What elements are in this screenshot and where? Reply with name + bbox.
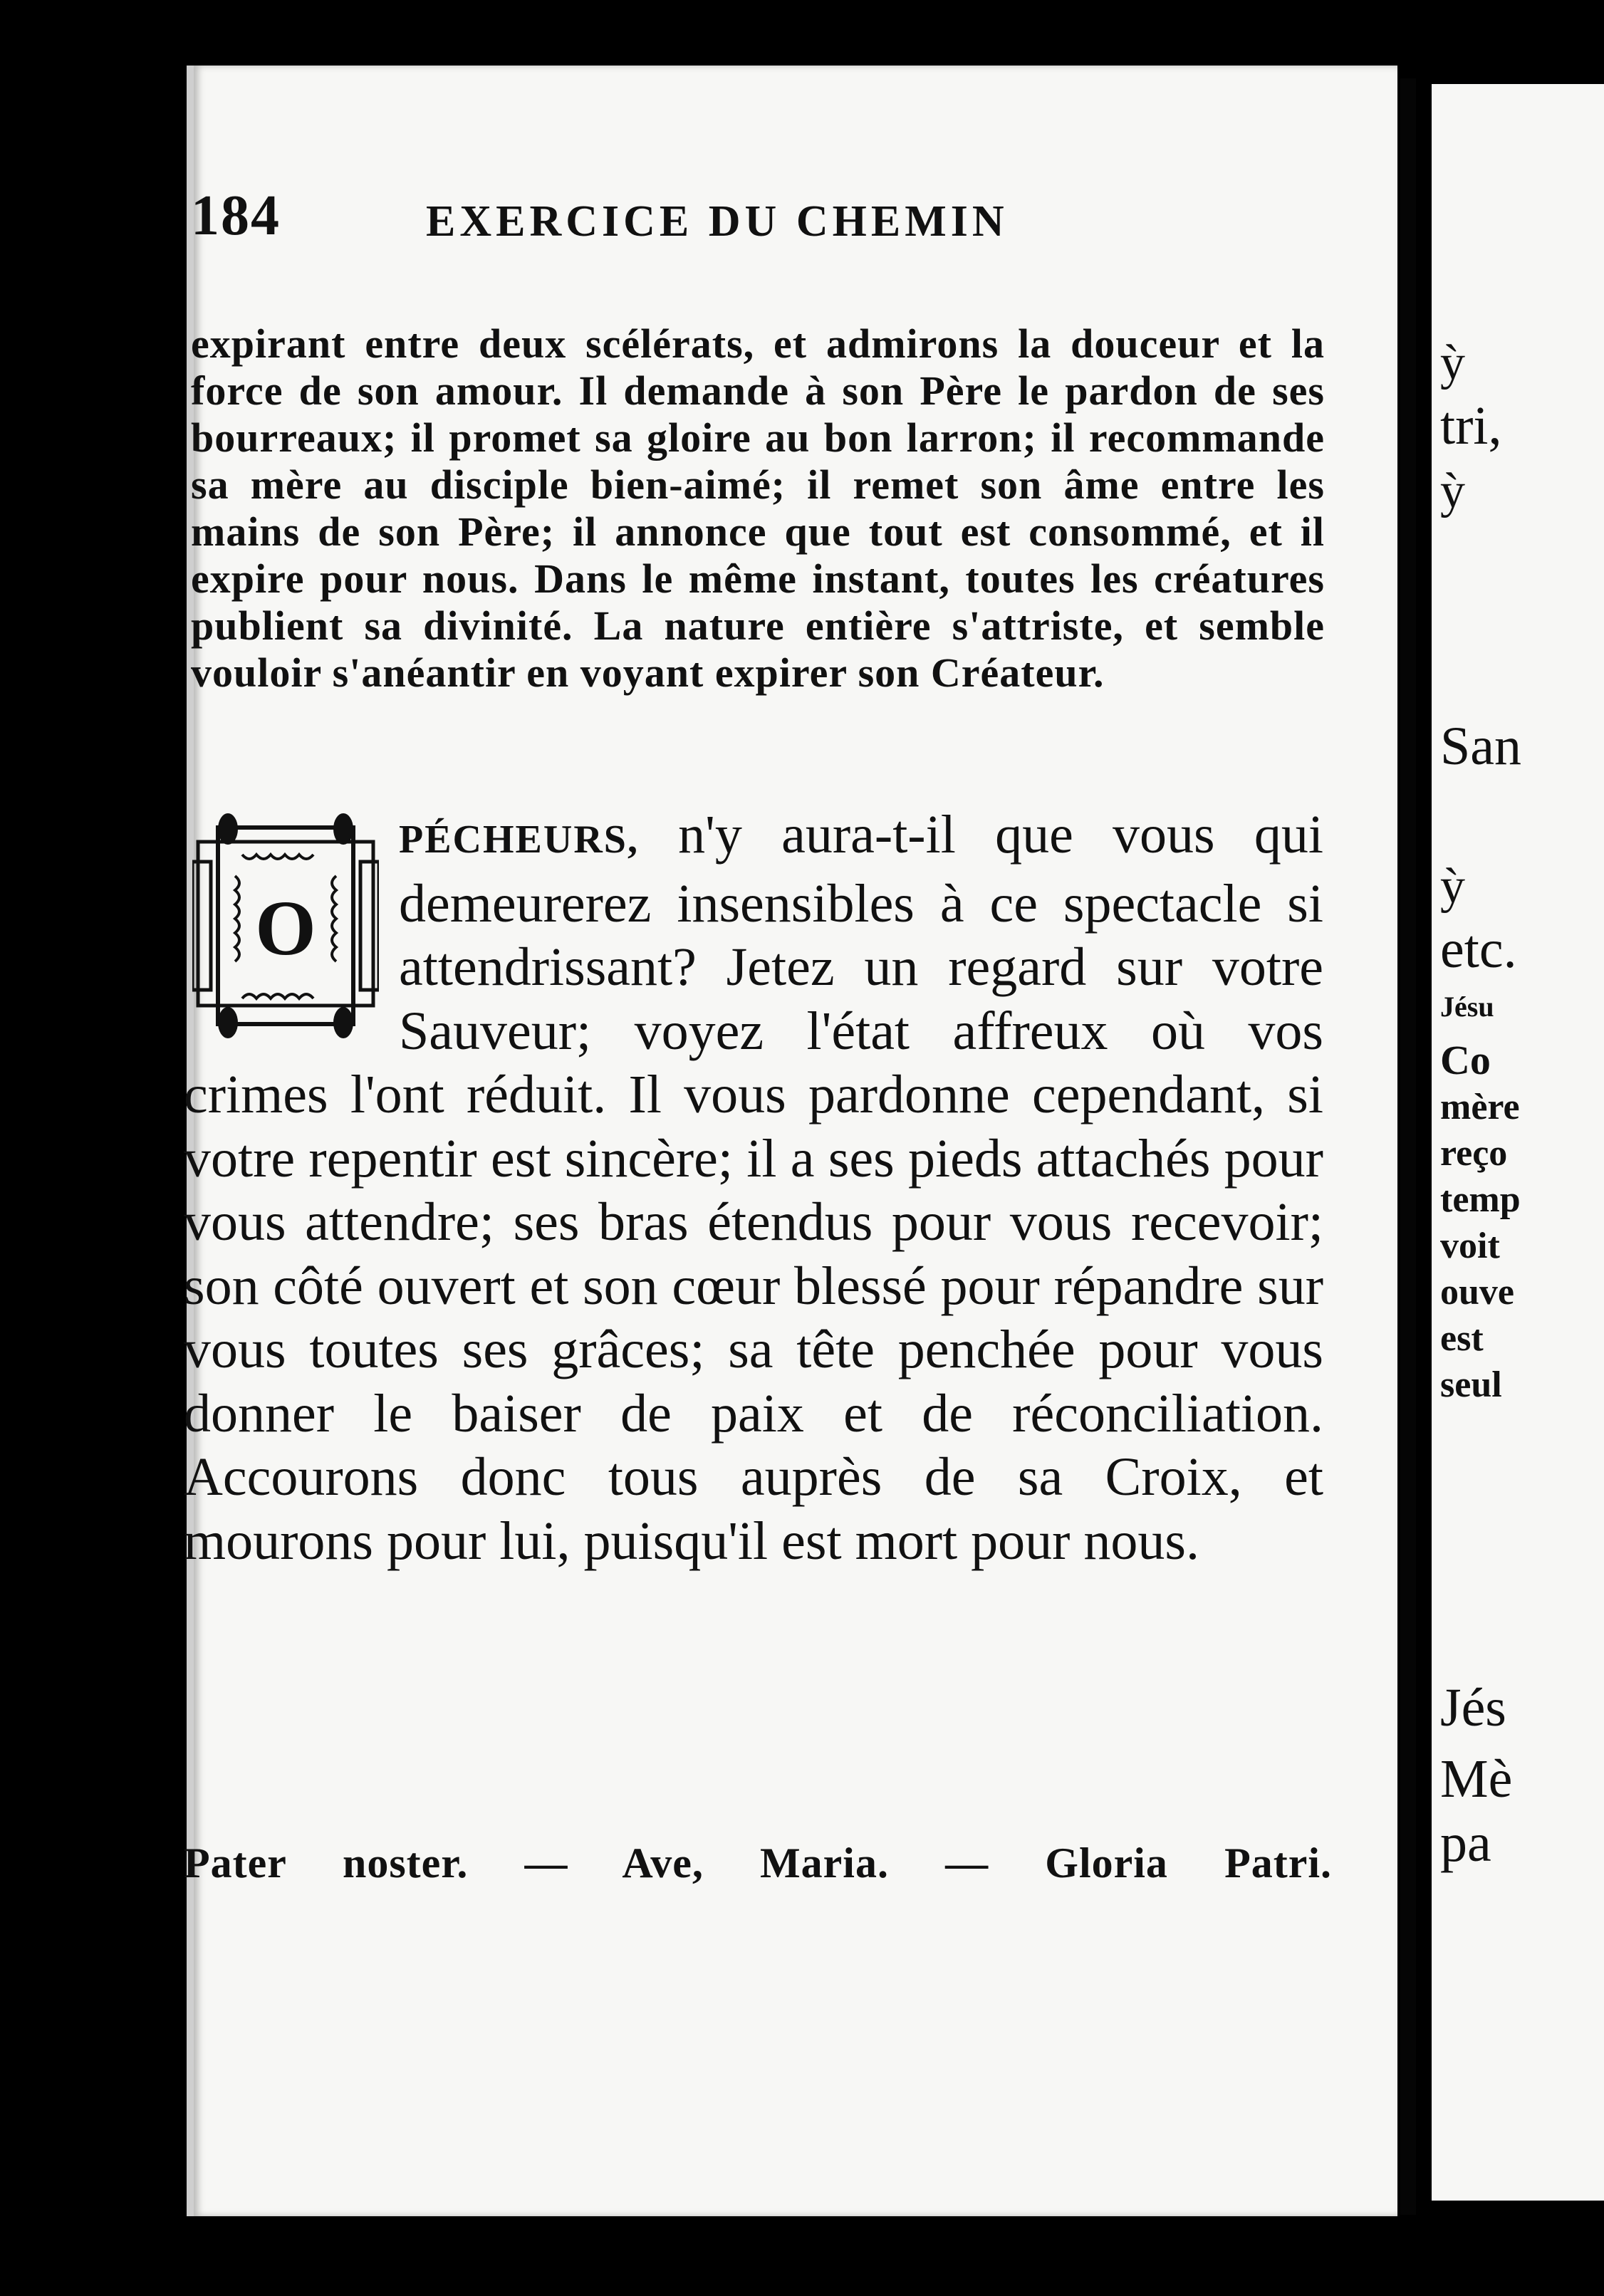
- facing-page-fragment: reço: [1440, 1133, 1508, 1174]
- paragraph-2-text: n'y aura-t-il que vous qui demeurerez insensibles à ce spectacle si attendrissant? Jetez un regard sur votre Sauveur; voyez l'état affreux où vos crimes l'ont réduit. Il vous pardonne cependant, si votre repentir est sincère; il a ses pieds attachés pour vous attendre; ses bras étendus pour vous recevoir; son côté ouvert et son cœur blessé pour répandre sur vous toutes ses grâces; sa tête penchée pour vous donner le baiser de paix et de réconciliation. Accourons donc tous auprès de sa Croix, et mourons pour lui, puisqu'il est mort pour nous.: [184, 805, 1323, 1571]
- facing-page-fragment: voit: [1440, 1226, 1500, 1266]
- facing-page-fragment: Jésu: [1440, 991, 1494, 1023]
- facing-page-fragment: pa: [1440, 1813, 1491, 1873]
- paragraph-1: expirant entre deux scélérats, et admirons la douceur et la force de son amour. Il demande à son Père le pardon de ses bourreaux; il promet sa gloire au bon larron; il recommande sa mère au disciple bien-aimé; il remet son âme entre les mains de son Père; il annonce que tout est consommé, et il expire pour nous. Dans le même instant, toutes les créatures publient sa divinité. La nature entière s'attriste, et semble vouloir s'anéantir en voyant expirer son Créateur.: [191, 320, 1325, 696]
- facing-page-fragment: Co: [1440, 1037, 1491, 1083]
- facing-page-fragment: ỳ: [1440, 859, 1465, 914]
- facing-page-fragment: ouve: [1440, 1272, 1514, 1313]
- page-gutter: [1400, 78, 1416, 2215]
- prayer-line: Pater noster. — Ave, Maria. — Gloria Patri.: [184, 1840, 1332, 1887]
- facing-page-fragment: Mè: [1440, 1749, 1513, 1809]
- drop-cap-letter: O: [255, 885, 316, 971]
- facing-page-fragment: temp: [1440, 1179, 1521, 1220]
- facing-page-fragment: est: [1440, 1318, 1484, 1359]
- paragraph-2: [184, 803, 1323, 1573]
- facing-page-fragment: tri,: [1440, 396, 1502, 456]
- facing-page-fragment: ỳ: [1440, 335, 1465, 390]
- facing-page-fragments: [1440, 0, 1604, 2296]
- paragraph-2-lead: PÉCHEURS,: [399, 818, 639, 862]
- facing-page-fragment: etc.: [1440, 919, 1517, 979]
- facing-page-fragment: San: [1440, 716, 1521, 776]
- ornamental-drop-cap: [192, 812, 379, 1040]
- facing-page-fragment: seul: [1440, 1364, 1502, 1405]
- facing-page-fragment: ỳ: [1440, 464, 1465, 518]
- page-number: 184: [191, 184, 281, 247]
- facing-page-fragment: mère: [1440, 1087, 1520, 1127]
- running-title: EXERCICE DU CHEMIN: [426, 197, 1009, 246]
- page-header: [191, 184, 1118, 262]
- facing-page-fragment: Jés: [1440, 1678, 1506, 1738]
